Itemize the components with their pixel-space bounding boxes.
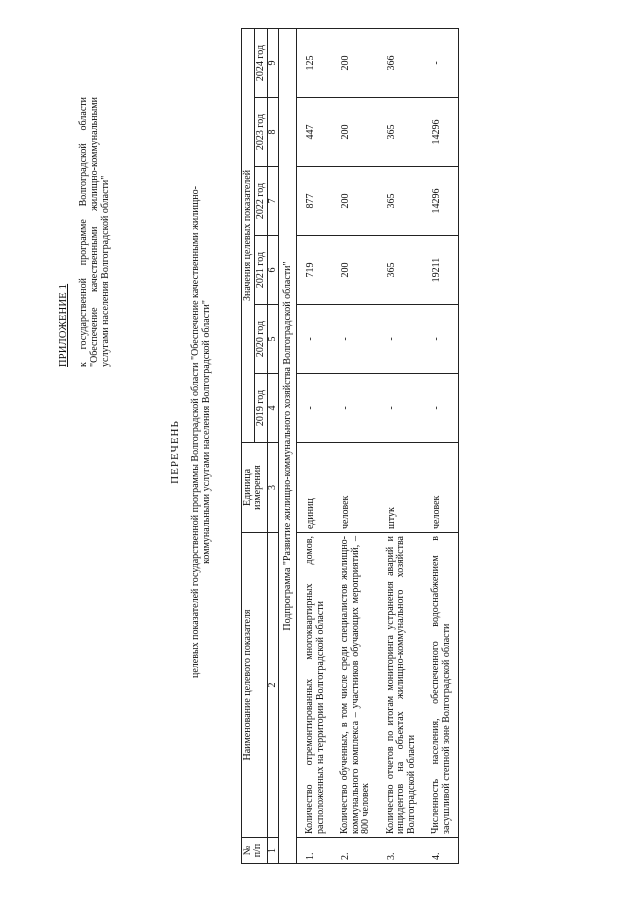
header-values-group: Значения целевых показателей [242, 28, 255, 442]
value-cell: 200 [332, 236, 378, 305]
appendix-title: ПРИЛОЖЕНИЕ 1 [58, 283, 69, 367]
indicators-table [241, 28, 459, 864]
indicator-name: Количество отчетов по итогам мониторинга устранения аварий и инцидентов на объектах жилищно-коммунального хозяйства Волгоградской области [378, 533, 424, 838]
value-cell: - [297, 374, 333, 443]
table-row [332, 28, 378, 863]
value-cell: 200 [332, 98, 378, 167]
value-cell: 366 [378, 28, 424, 97]
column-number: 7 [268, 167, 279, 236]
column-number: 8 [268, 98, 279, 167]
header-name: Наименование целевого показателя [242, 533, 268, 838]
column-number-row [268, 28, 279, 863]
row-index: 4. [423, 838, 459, 864]
value-cell: 200 [332, 28, 378, 97]
column-number: 9 [268, 28, 279, 97]
value-cell: - [332, 374, 378, 443]
document-title: ПЕРЕЧЕНЬ [169, 420, 181, 484]
value-cell: 447 [297, 98, 333, 167]
value-cell: - [423, 374, 459, 443]
value-cell: - [297, 305, 333, 374]
value-cell: 719 [297, 236, 333, 305]
header-year: 2023 год [255, 98, 268, 167]
value-cell: 19211 [423, 236, 459, 305]
subprogram-row [279, 28, 297, 863]
indicator-unit: человек [332, 443, 378, 533]
header-year: 2020 год [255, 305, 268, 374]
indicator-unit: штук [378, 443, 424, 533]
value-cell: - [423, 305, 459, 374]
table-row [378, 28, 424, 863]
value-cell: - [423, 28, 459, 97]
value-cell: - [332, 305, 378, 374]
value-cell: 365 [378, 167, 424, 236]
header-year: 2022 год [255, 167, 268, 236]
row-index: 2. [332, 838, 378, 864]
appendix-text: к государственной программе Волгоградской области "Обеспечение качественными жилищно-коммунальными услугами населения Волгоградской области" [78, 97, 111, 367]
header-row-1 [242, 28, 255, 863]
indicator-name: Количество обученных, в том числе среди специалистов жилищно-коммунального комплекса – участников обучающих мероприятий, – 800 человек [332, 533, 378, 838]
indicator-name: Численность населения, обеспеченного водоснабжением в засушливой степной зоне Волгоградской области [423, 533, 459, 838]
value-cell: 365 [378, 98, 424, 167]
column-number: 3 [268, 443, 279, 533]
column-number: 6 [268, 236, 279, 305]
header-year: 2024 год [255, 28, 268, 97]
header-num: № п/п [242, 838, 268, 864]
header-year: 2021 год [255, 236, 268, 305]
column-number: 5 [268, 305, 279, 374]
table-row [423, 28, 459, 863]
document-subtitle: целевых показателей государственной программы Волгоградской области "Обеспечение качественными жилищно-коммунальными услугами населения Волгоградской области" [190, 186, 212, 678]
row-index: 3. [378, 838, 424, 864]
document-page [20, 22, 620, 882]
table-row [297, 28, 333, 863]
header-year: 2019 год [255, 374, 268, 443]
value-cell: 365 [378, 236, 424, 305]
column-number: 4 [268, 374, 279, 443]
value-cell: 14296 [423, 167, 459, 236]
value-cell: 14296 [423, 98, 459, 167]
indicator-unit: единиц [297, 443, 333, 533]
column-number: 2 [268, 533, 279, 838]
row-index: 1. [297, 838, 333, 864]
subprogram-title: Подпрограмма "Развитие жилищно-коммунального хозяйства Волгоградской области" [279, 28, 297, 863]
value-cell: 200 [332, 167, 378, 236]
column-number: 1 [268, 838, 279, 864]
value-cell: - [378, 305, 424, 374]
indicator-unit: человек [423, 443, 459, 533]
header-unit: Единица измерения [242, 443, 268, 533]
value-cell: 877 [297, 167, 333, 236]
value-cell: 125 [297, 28, 333, 97]
indicator-name: Количество отремонтированных многоквартирных домов, расположенных на территории Волгоградской области [297, 533, 333, 838]
value-cell: - [378, 374, 424, 443]
